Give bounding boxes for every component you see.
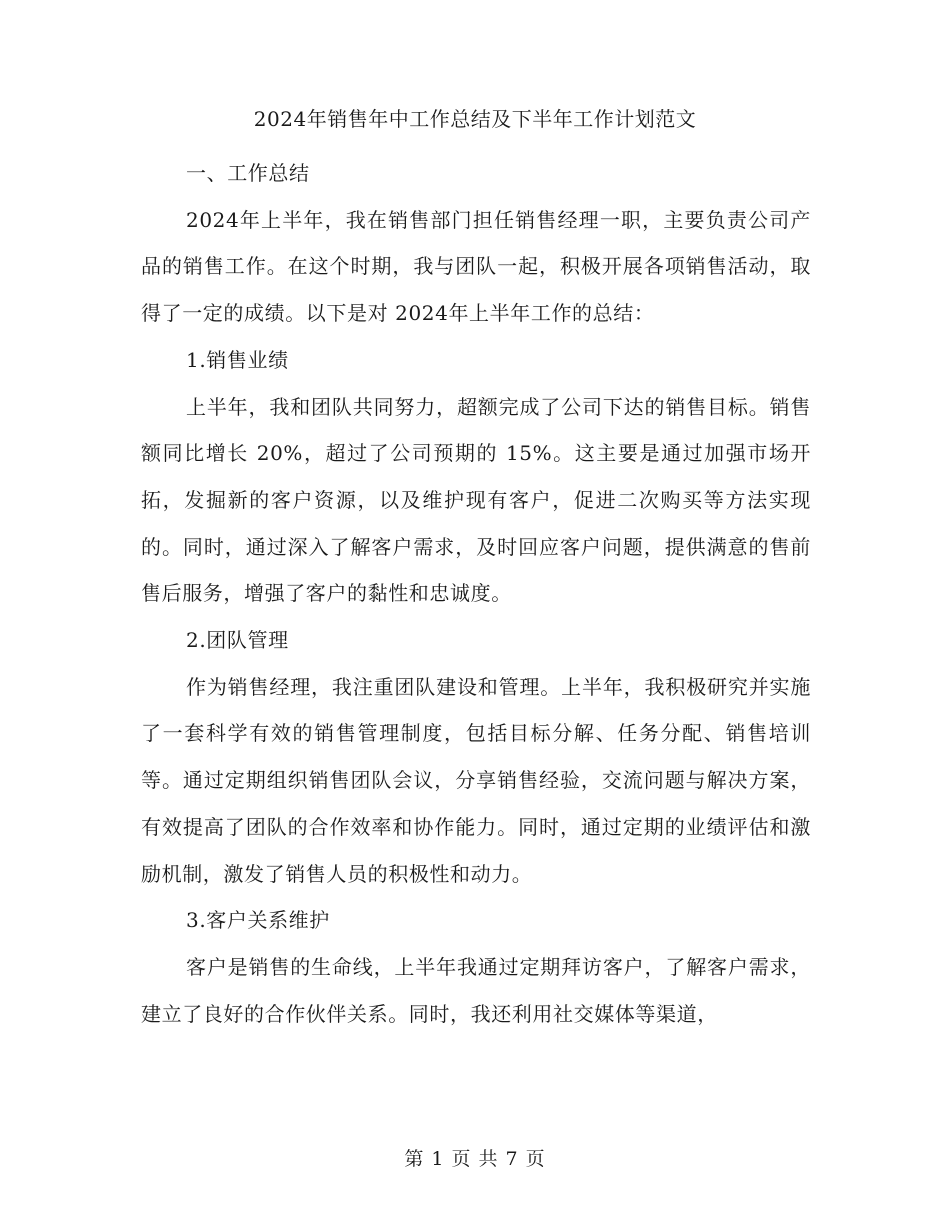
section-heading-work-summary: 一、工作总结: [186, 161, 310, 185]
document-body: [141, 150, 811, 1037]
subsection-heading-customer-relations: 3.客户关系维护: [186, 908, 330, 933]
subsection-heading-team-management: 2.团队管理: [186, 628, 289, 653]
document-title: 2024年销售年中工作总结及下半年工作计划范文: [253, 107, 697, 131]
customer-relations-paragraph: 客户是销售的生命线，上半年我通过定期拜访客户，了解客户需求，建立了良好的合作伙伴关系。同时，我还利用社交媒体等渠道，: [141, 954, 811, 1026]
subsection-heading-sales-performance: 1.销售业绩: [186, 347, 289, 372]
team-management-paragraph: 作为销售经理，我注重团队建设和管理。上半年，我积极研究并实施了一套科学有效的销售管理制度，包括目标分解、任务分配、销售培训等。通过定期组织销售团队会议，分享销售经验，交流问题与解决方案，有效提高了团队的合作效率和协作能力。同时，通过定期的业绩评估和激励机制，激发了销售人员的积极性和动力。: [141, 674, 811, 886]
sales-performance-paragraph: 上半年，我和团队共同努力，超额完成了公司下达的销售目标。销售额同比增长 20%，超过了公司预期的 15%。这主要是通过加强市场开拓，发掘新的客户资源，以及维护现有客户，促进二次购买等方法实现的。同时，通过深入了解客户需求，及时回应客户问题，提供满意的售前售后服务，增强了客户的黏性和忠诚度。: [141, 394, 811, 606]
intro-paragraph: 2024年上半年，我在销售部门担任销售经理一职，主要负责公司产品的销售工作。在这个时期，我与团队一起，积极开展各项销售活动，取得了一定的成绩。以下是对 2024年上半年工作的总结：: [141, 207, 811, 326]
page-number-footer: 第 1 页 共 7 页: [404, 1148, 546, 1170]
